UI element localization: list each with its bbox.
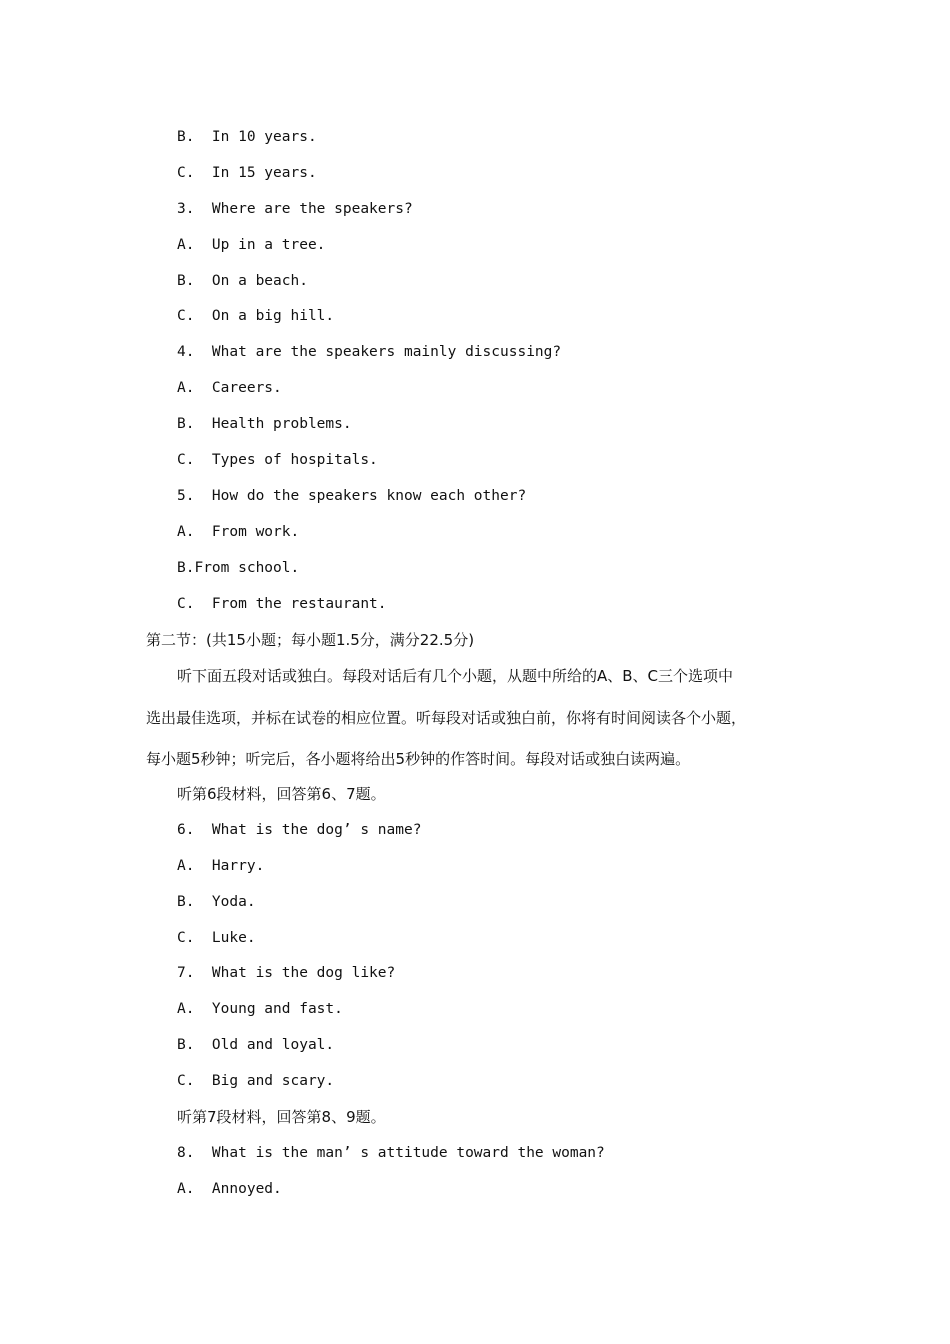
question-line: 7. What is the dog like? [177, 965, 396, 981]
question-line: 4. What are the speakers mainly discussing? [177, 344, 562, 360]
option-line: B. In 10 years. [177, 129, 317, 145]
option-line: B.From school. [177, 560, 300, 576]
question-line: 3. Where are the speakers? [177, 201, 413, 217]
option-line: A. Annoyed. [177, 1181, 282, 1197]
question-line: 6. What is the dog’ s name? [177, 822, 422, 838]
section-heading: 第二节：(共15小题；每小题1.5分，满分22.5分) [146, 631, 475, 649]
option-line: B. Old and loyal. [177, 1037, 335, 1053]
option-line: B. Health problems. [177, 416, 352, 432]
option-line: A. Up in a tree. [177, 237, 326, 253]
option-line: B. Yoda. [177, 894, 256, 910]
instruction-paragraph: 选出最佳选项，并标在试卷的相应位置。听每段对话或独白前，你将有时间阅读各个小题， [146, 709, 747, 727]
option-line: A. Careers. [177, 380, 282, 396]
option-line: C. From the restaurant. [177, 596, 387, 612]
option-line: C. Types of hospitals. [177, 452, 378, 468]
instruction-paragraph: 每小题5秒钟；听完后，各小题将给出5秒钟的作答时间。每段对话或独白读两遍。 [146, 750, 691, 768]
option-line: A. Young and fast. [177, 1001, 343, 1017]
option-line: A. Harry. [177, 858, 265, 874]
option-line: C. Luke. [177, 930, 256, 946]
option-line: C. Big and scary. [177, 1073, 335, 1089]
option-line: C. On a big hill. [177, 308, 335, 324]
option-line: C. In 15 years. [177, 165, 317, 181]
question-line: 5. How do the speakers know each other? [177, 488, 527, 504]
option-line: B. On a beach. [177, 273, 308, 289]
question-line: 8. What is the man’ s attitude toward the woman? [177, 1145, 605, 1161]
instruction-paragraph: 听下面五段对话或独白。每段对话后有几个小题，从题中所给的A、B、C三个选项中 [177, 667, 734, 685]
option-line: A. From work. [177, 524, 300, 540]
material-heading: 听第6段材料，回答第6、7题。 [177, 785, 386, 803]
material-heading: 听第7段材料，回答第8、9题。 [177, 1108, 386, 1126]
